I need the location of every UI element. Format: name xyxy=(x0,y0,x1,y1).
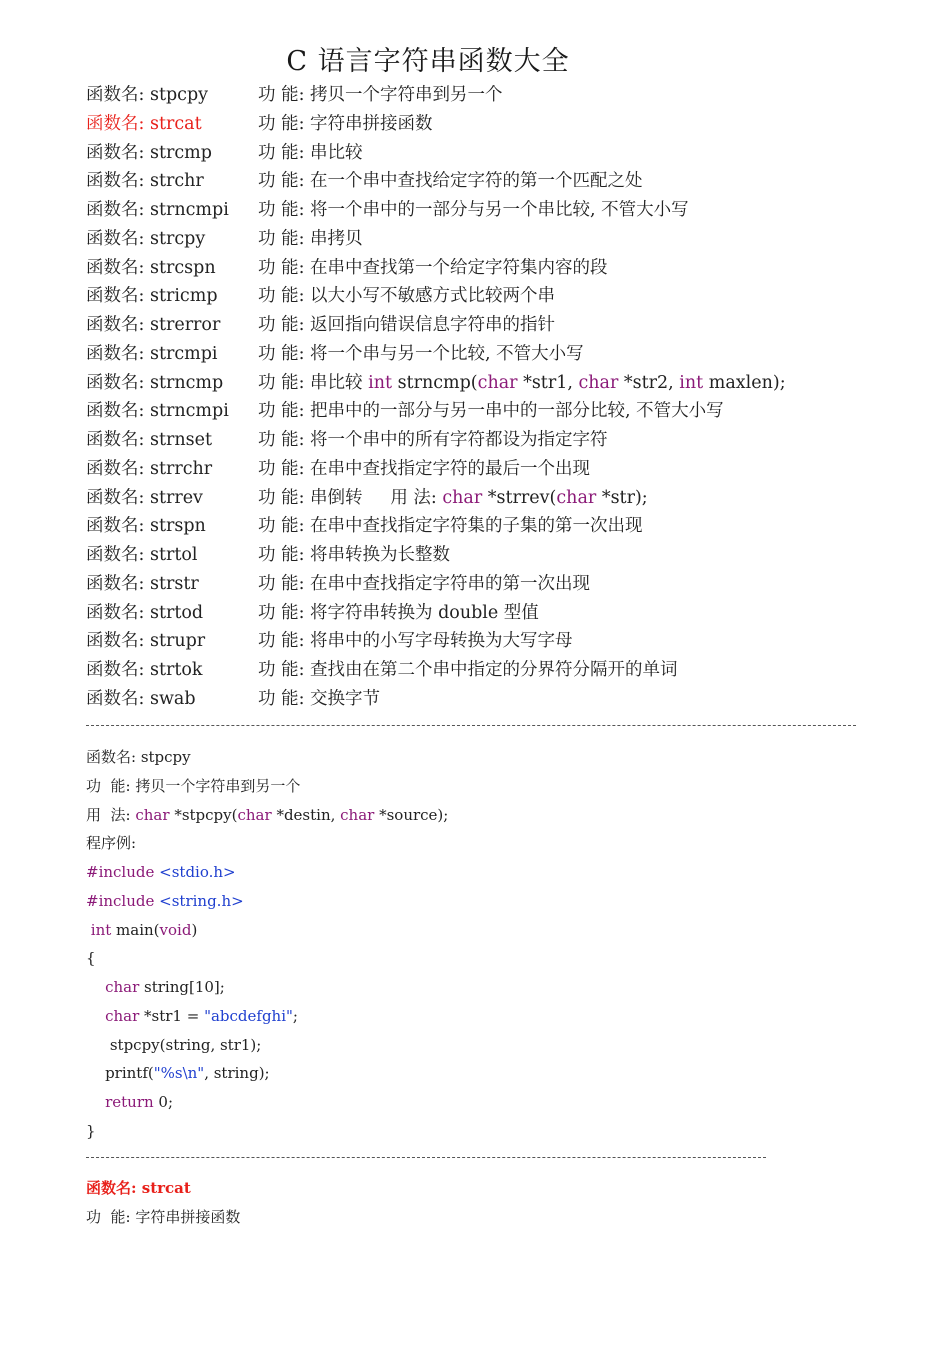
function-index-row xyxy=(86,397,886,426)
function-desc: 功 能: 把串中的一部分与另一串中的一部分比较, 不管大小写 xyxy=(258,401,724,422)
function-index-row xyxy=(86,627,886,656)
function-index-row xyxy=(86,225,886,254)
example-label: 程序例: xyxy=(86,834,137,853)
function-desc: 功 能: 串比较 xyxy=(258,142,363,163)
code-line: return 0; xyxy=(105,1093,174,1111)
function-name: 函数名: strcspn xyxy=(86,257,216,278)
function-desc: 功 能: 将一个串与另一个比较, 不管大小写 xyxy=(258,343,584,364)
function-name: 函数名: strcmp xyxy=(86,142,212,163)
function-desc: 功 能: 在串中查找指定字符集的子集的第一次出现 xyxy=(258,516,643,537)
code-line: char *str1 = "abcdefghi"; xyxy=(105,1006,298,1025)
function-desc: 功 能: 拷贝一个字符串到另一个 xyxy=(258,85,503,105)
function-name: 函数名: strchr xyxy=(86,171,204,192)
function-index-row xyxy=(86,139,886,168)
function-name: 函数名: strspn xyxy=(86,516,206,537)
function-name: 函数名: strerror xyxy=(86,315,221,335)
code-line: char string[10]; xyxy=(105,978,225,996)
code-line: #include <stdio.h> xyxy=(86,863,236,881)
strcat-function-name: 函数名: strcat xyxy=(86,1179,191,1197)
function-desc: 功 能: 查找由在第二个串中指定的分界符分隔开的单词 xyxy=(258,660,678,680)
function-index-row xyxy=(86,541,886,570)
function-name: 函数名: swab xyxy=(86,688,196,709)
function-name: 函数名: strrev xyxy=(86,487,203,508)
function-desc: 功 能: 以大小写不敏感方式比较两个串 xyxy=(258,286,556,307)
page-title: C 语言字符串函数大全 xyxy=(286,46,570,77)
function-name: 函数名: strcmpi xyxy=(86,343,218,364)
separator-line xyxy=(86,725,856,727)
function-desc: 功 能: 串比较 int strncmp(char *str1, char *str2, int maxlen); xyxy=(258,372,786,393)
function-name: 函数名: strupr xyxy=(86,631,206,652)
function-desc: 功 能: 串拷贝 xyxy=(258,228,363,249)
function-desc: 功 能: 将一个串中的所有字符都设为指定字符 xyxy=(258,430,608,450)
code-line: stpcpy(string, str1); xyxy=(86,1035,262,1054)
function-name: 函数名: strtod xyxy=(86,602,204,623)
strcat-function-desc: 功 能: 字符串拼接函数 xyxy=(86,1207,241,1226)
detail-usage xyxy=(86,801,886,830)
function-index-row xyxy=(86,570,886,599)
function-name: 函数名: strncmpi xyxy=(86,200,229,220)
function-index-row xyxy=(86,282,886,311)
code-line: } xyxy=(86,1121,96,1140)
separator-line-2 xyxy=(86,1157,766,1159)
code-line: int main(void) xyxy=(90,920,198,939)
function-desc: 功 能: 将一个串中的一部分与另一个串比较, 不管大小写 xyxy=(258,200,689,220)
function-name: 函数名: strtok xyxy=(86,660,203,680)
function-desc: 功 能: 将串转换为长整数 xyxy=(258,545,451,565)
function-desc: 功 能: 返回指向错误信息字符串的指针 xyxy=(258,315,556,335)
function-index-row xyxy=(86,484,886,513)
function-name: 函数名: stpcpy xyxy=(86,85,209,105)
function-index-row xyxy=(86,311,886,340)
function-name: 函数名: strcpy xyxy=(86,228,206,249)
function-desc: 功 能: 在串中查找指定字符的最后一个出现 xyxy=(258,458,591,479)
function-desc: 功 能: 将串中的小写字母转换为大写字母 xyxy=(258,631,573,652)
function-name: 函数名: stricmp xyxy=(86,286,218,307)
function-name: 函数名: strncmpi xyxy=(86,401,229,422)
function-index-row xyxy=(86,196,886,225)
code-line: printf("%s\n", string); xyxy=(86,1064,270,1083)
usage-label: 用 法: xyxy=(86,805,136,824)
code-line: { xyxy=(86,949,96,968)
function-desc: 功 能: 交换字节 xyxy=(258,688,381,709)
function-desc: 功 能: 字符串拼接函数 xyxy=(258,113,433,134)
function-index-row xyxy=(86,599,886,628)
function-index-row xyxy=(86,685,886,714)
function-name: 函数名: strtol xyxy=(86,545,198,565)
function-name: 函数名: strcat xyxy=(86,113,202,134)
function-desc: 功 能: 将字符串转换为 double 型值 xyxy=(258,602,539,623)
function-index-row xyxy=(86,369,886,398)
function-index-row xyxy=(86,167,886,196)
function-signature: int strncmp(char *str1, char *str2, int maxlen); xyxy=(368,372,786,393)
function-index-row xyxy=(86,254,886,283)
function-desc: 功 能: 在串中查找第一个给定字符集内容的段 xyxy=(258,257,608,278)
function-index-row xyxy=(86,110,886,139)
function-index-row xyxy=(86,340,886,369)
function-index-row xyxy=(86,455,886,484)
usage-code: char *stpcpy(char *destin, char *source); xyxy=(135,805,449,824)
function-index-row xyxy=(86,512,886,541)
code-line: #include <string.h> xyxy=(86,891,244,910)
function-name: 函数名: strncmp xyxy=(86,372,224,393)
function-name: 函数名: strrchr xyxy=(86,458,213,479)
function-name: 函数名: strstr xyxy=(86,573,199,594)
function-signature: char *strrev(char *str); xyxy=(442,487,648,508)
function-index-list xyxy=(86,81,886,714)
detail-function-name: 函数名: stpcpy xyxy=(86,748,191,766)
strcat-detail xyxy=(86,1174,240,1232)
function-desc: 功 能: 串倒转 用 法: char *strrev(char *str); xyxy=(258,487,648,508)
function-name: 函数名: strnset xyxy=(86,430,212,450)
function-desc: 功 能: 在一个串中查找给定字符的第一个匹配之处 xyxy=(258,171,643,192)
detail-function-desc: 功 能: 拷贝一个字符串到另一个 xyxy=(86,776,301,795)
stpcpy-detail xyxy=(86,743,886,1146)
function-index-row xyxy=(86,81,886,110)
function-index-row xyxy=(86,426,886,455)
function-index-row xyxy=(86,656,886,685)
code-block xyxy=(86,858,886,1146)
function-desc: 功 能: 在串中查找指定字符串的第一次出现 xyxy=(258,573,591,594)
